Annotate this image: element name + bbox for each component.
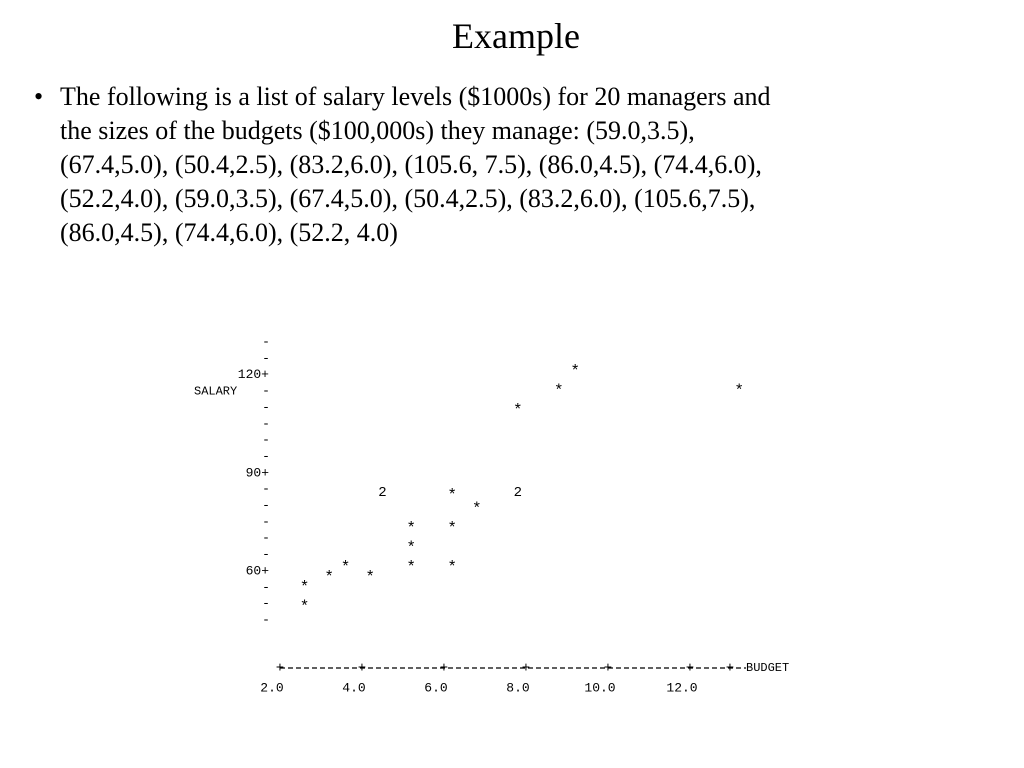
y-axis-dash: -: [262, 334, 270, 350]
x-axis-plus-mark: +: [357, 660, 367, 677]
y-axis-dash: -: [262, 416, 270, 432]
x-tick-label: 12.0: [666, 680, 698, 696]
data-point-star: *: [299, 597, 310, 616]
x-tick-label: 8.0: [506, 680, 530, 696]
data-point-star: *: [406, 539, 417, 558]
bullet-text: The following is a list of salary levels ($1000s) for 20 managers and the sizes of the budgets ($100,000s) they manage: (59.0,3.5), (67.4,5.0), (50.4,2.5), (83.2,6.0), (105.6, 7.5), (86.0,4.5), (74.4,6.0), (52.2,4.0), (59.0,3.5), (67.4,5.0), (50.4,2.5), (83.2,6.0), (105.6,7.5), (86.0,4.5), (74.4,6.0), (52.2, 4.0): [60, 82, 771, 247]
y-axis-dash: -: [262, 498, 270, 514]
y-axis-dash: -: [262, 383, 270, 399]
y-axis-dash: -: [262, 596, 270, 612]
y-axis-dash: -: [262, 350, 270, 366]
x-tick-label: 10.0: [584, 680, 616, 696]
y-axis-dash: -: [262, 481, 270, 497]
x-axis-plus-mark: +: [725, 660, 735, 677]
data-point-star: *: [324, 568, 335, 587]
x-axis-plus-mark: +: [521, 660, 531, 677]
data-point-star: *: [447, 486, 458, 505]
x-axis-plus-mark: +: [685, 660, 695, 677]
y-tick-label: 120+: [237, 367, 269, 383]
data-point-star: *: [365, 568, 376, 587]
y-axis-dash: -: [262, 579, 270, 595]
y-axis-label: SALARY: [194, 384, 238, 399]
data-point-star: *: [340, 558, 351, 577]
y-axis: [194, 335, 270, 628]
x-tick-label: 4.0: [342, 680, 366, 696]
data-point-count: 2: [513, 485, 523, 502]
y-axis-dash: -: [262, 432, 270, 448]
data-point-count: 2: [378, 485, 387, 502]
y-axis-dash: -: [262, 530, 270, 546]
x-tick-label: 6.0: [424, 680, 448, 696]
y-tick-label: 90+: [245, 465, 269, 481]
y-tick-label: 60+: [245, 563, 269, 579]
y-axis-dash: -: [262, 514, 270, 530]
data-point-star: *: [406, 519, 417, 538]
x-axis-plus-mark: +: [275, 660, 285, 677]
y-axis-dash: -: [262, 612, 270, 628]
x-axis: [260, 661, 789, 696]
data-point-star: *: [512, 401, 523, 420]
data-point-star: *: [471, 499, 482, 518]
data-point-star: *: [570, 362, 581, 381]
data-point-star: *: [553, 382, 564, 401]
data-point-star: *: [734, 382, 745, 401]
x-tick-label: 2.0: [260, 680, 284, 696]
data-point-star: *: [299, 578, 310, 597]
data-points: [300, 362, 744, 615]
x-axis-label: BUDGET: [746, 661, 790, 676]
x-axis-plus-mark: +: [439, 660, 449, 677]
slide-title: Example: [452, 16, 580, 56]
y-axis-dash: -: [262, 399, 270, 415]
bullet-symbol: •: [34, 82, 44, 111]
data-point-star: *: [447, 558, 458, 577]
data-point-star: *: [447, 519, 458, 538]
data-point-star: *: [406, 558, 417, 577]
y-axis-dash: -: [262, 448, 270, 464]
y-axis-dash: -: [262, 547, 270, 563]
x-axis-plus-mark: +: [603, 660, 613, 677]
